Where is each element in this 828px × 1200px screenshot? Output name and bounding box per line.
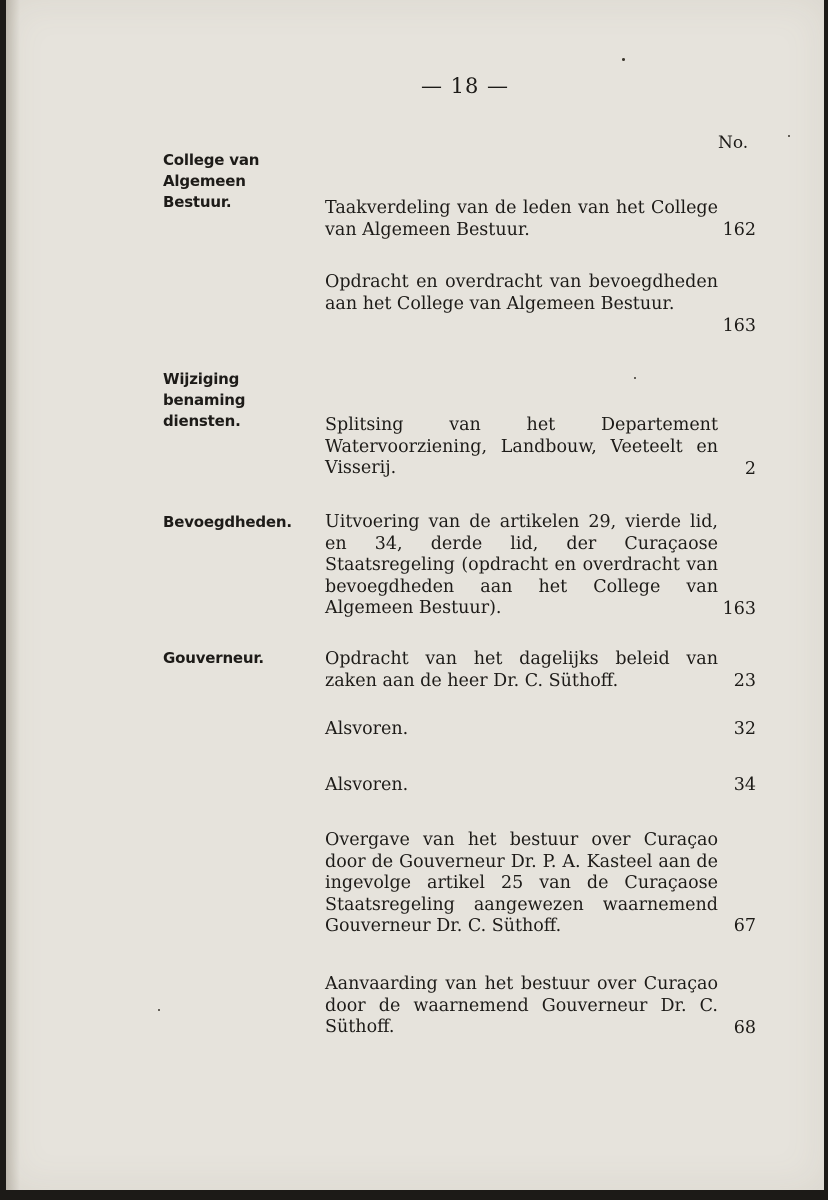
- entry-number: 163: [722, 316, 756, 336]
- paper-speck: [634, 377, 636, 379]
- paper-speck: [158, 1009, 160, 1011]
- entry-number: 23: [733, 671, 756, 691]
- side-heading-wijziging: Wijziging benaming diensten.: [163, 370, 246, 430]
- entry-text: Splitsing van het Departement Watervoorziening, Landbouw, Veeteelt en Visserij.: [325, 415, 718, 478]
- entry-number: 163: [722, 599, 756, 619]
- number-column-header: No.: [718, 133, 749, 153]
- entry-number: 32: [733, 719, 756, 739]
- entry-text: Opdracht van het dagelijks beleid van zaken aan de heer Dr. C. Süthoff.: [325, 649, 718, 691]
- document-page: [6, 0, 824, 1190]
- entry-number: 34: [733, 775, 756, 795]
- entry-number: 68: [733, 1018, 756, 1038]
- side-heading-bevoegdheden: Bevoegdheden.: [163, 513, 292, 531]
- page-number: — 18 —: [420, 74, 510, 98]
- paper-speck: [622, 58, 625, 61]
- binding-shadow: [6, 0, 20, 1190]
- paper-speck: [788, 135, 790, 137]
- entry-text: Aanvaarding van het bestuur over Curaçao door de waarnemend Gouverneur Dr. C. Süthoff.: [325, 974, 718, 1037]
- entry-text: Opdracht en overdracht van bevoegdheden aan het College van Algemeen Bestuur.: [325, 272, 718, 314]
- entry-text: Taakverdeling van de leden van het College van Algemeen Bestuur.: [325, 198, 718, 240]
- entry-text: Alsvoren.: [325, 775, 409, 795]
- entry-text: Alsvoren.: [325, 719, 409, 739]
- entry-text: Overgave van het bestuur over Curaçao door de Gouverneur Dr. P. A. Kasteel aan de ingevolge artikel 25 van de Curaçaose Staatsregeling aangewezen waarnemend Gouverneur Dr. C. Süthoff.: [325, 830, 718, 936]
- side-heading-college: College van Algemeen Bestuur.: [163, 151, 260, 211]
- entry-number: 2: [744, 459, 756, 479]
- entry-number: 162: [722, 220, 756, 240]
- entry-text: Uitvoering van de artikelen 29, vierde lid, en 34, derde lid, der Curaçaose Staatsregeling (opdracht en overdracht van bevoegdheden aan het College van Algemeen Bestuur).: [325, 512, 718, 618]
- entry-number: 67: [733, 916, 756, 936]
- side-heading-gouverneur: Gouverneur.: [163, 649, 264, 667]
